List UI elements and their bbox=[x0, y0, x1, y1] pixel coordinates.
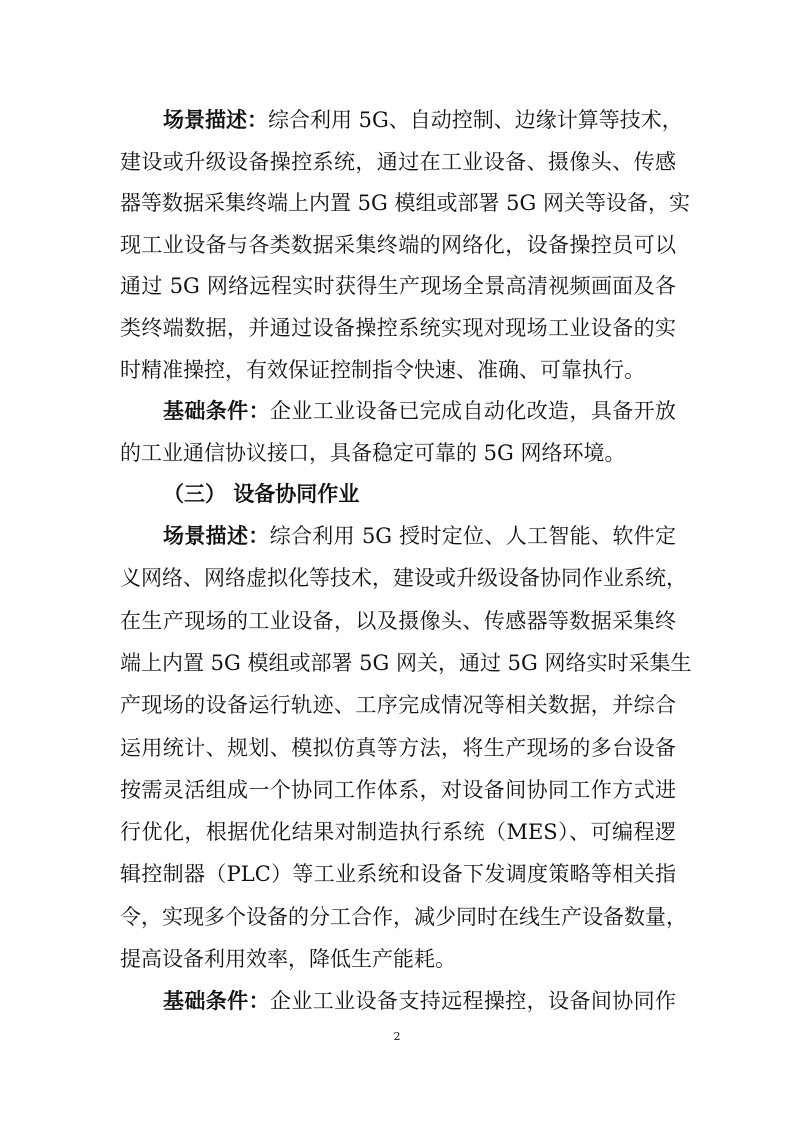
paragraph-line bbox=[120, 733, 676, 763]
paragraph-line bbox=[120, 859, 676, 889]
paragraph-line bbox=[120, 902, 687, 932]
paragraph-line bbox=[120, 230, 676, 260]
paragraph-text: 通过 5G 网络远程实时获得生产现场全景高清视频画面及各 bbox=[120, 274, 676, 298]
paragraph-line bbox=[120, 271, 676, 301]
paragraph-text: 辑控制器（PLC）等工业系统和设备下发调度策略等相关指 bbox=[120, 862, 676, 886]
paragraph-line bbox=[120, 690, 676, 720]
paragraph-line bbox=[120, 147, 676, 177]
paragraph-text: 综合利用 5G 授时定位、人工智能、软件定 bbox=[269, 524, 676, 548]
paragraph-line bbox=[120, 944, 676, 974]
paragraph-first-line bbox=[163, 521, 676, 551]
paragraph-text: 器等数据采集终端上内置 5G 模组或部署 5G 网关等设备，实 bbox=[120, 191, 690, 215]
paragraph-line bbox=[120, 355, 676, 385]
paragraph-text: 义网络、网络虚拟化等技术，建设或升级设备协同作业系统， bbox=[120, 566, 687, 590]
paragraph-line bbox=[120, 606, 676, 636]
paragraph-text: 在生产现场的工业设备，以及摄像头、传感器等数据采集终 bbox=[120, 609, 676, 633]
paragraph-label: 场景描述： bbox=[163, 523, 270, 548]
paragraph-text: 建设或升级设备操控系统，通过在工业设备、摄像头、传感 bbox=[120, 150, 676, 174]
paragraph-label: 基础条件： bbox=[163, 398, 270, 423]
paragraph-first-line bbox=[163, 396, 676, 426]
paragraph-line bbox=[120, 188, 690, 218]
paragraph-label: 基础条件： bbox=[163, 988, 270, 1013]
paragraph-text: 提高设备利用效率，降低生产能耗。 bbox=[120, 947, 456, 971]
paragraph-line bbox=[120, 775, 676, 805]
paragraph-line bbox=[120, 817, 676, 847]
paragraph-text: 运用统计、规划、模拟仿真等方法，将生产现场的多台设备 bbox=[120, 736, 676, 760]
paragraph-text: 产现场的设备运行轨迹、工序完成情况等相关数据，并综合 bbox=[120, 693, 676, 717]
paragraph-label: 场景描述： bbox=[163, 107, 268, 132]
paragraph-text: 企业工业设备已完成自动化改造，具备开放 bbox=[269, 399, 677, 423]
paragraph-text: 端上内置 5G 模组或部署 5G 网关，通过 5G 网络实时采集生 bbox=[120, 651, 692, 675]
paragraph-text: 令，实现多个设备的分工合作，减少同时在线生产设备数量， bbox=[120, 905, 687, 929]
paragraph-text: 行优化，根据优化结果对制造执行系统（MES）、可编程逻 bbox=[120, 820, 676, 844]
paragraph-first-line bbox=[163, 105, 683, 135]
section-heading: （三） 设备协同作业 bbox=[163, 481, 360, 506]
page-number: 2 bbox=[393, 1030, 401, 1043]
paragraph-line bbox=[120, 313, 676, 343]
paragraph-text: 的工业通信协议接口，具备稳定可靠的 5G 网络环境。 bbox=[120, 441, 626, 465]
paragraph-line bbox=[120, 438, 676, 468]
paragraph-first-line bbox=[163, 986, 676, 1016]
paragraph-text: 企业工业设备支持远程操控，设备间协同作 bbox=[269, 989, 677, 1013]
paragraph-text: 综合利用 5G、自动控制、边缘计算等技术， bbox=[268, 108, 683, 132]
paragraph-line bbox=[120, 563, 687, 593]
paragraph-text: 类终端数据，并通过设备操控系统实现对现场工业设备的实 bbox=[120, 316, 676, 340]
paragraph-text: 现工业设备与各类数据采集终端的网络化，设备操控员可以 bbox=[120, 233, 676, 257]
paragraph-text: 按需灵活组成一个协同工作体系，对设备间协同工作方式进 bbox=[120, 778, 676, 802]
paragraph-line bbox=[120, 648, 692, 678]
paragraph-text: 时精准操控，有效保证控制指令快速、准确、可靠执行。 bbox=[120, 358, 645, 382]
